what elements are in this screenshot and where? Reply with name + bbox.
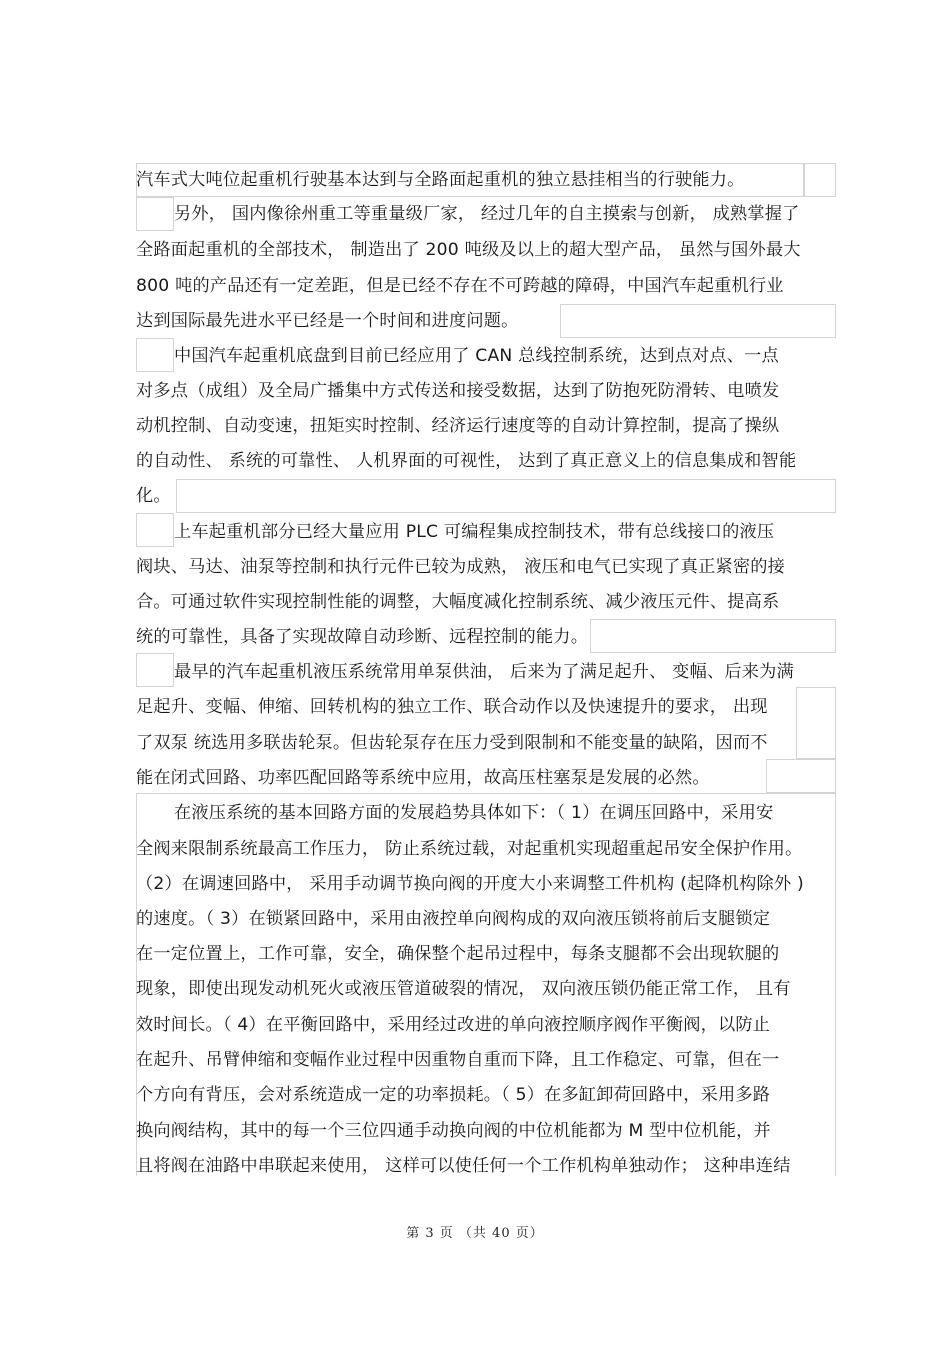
page-footer: 第 3 页 （共 40 页） [406, 1226, 544, 1241]
text-line: 全阀来限制系统最高工作压力， 防止系统过载，对起重机实现超重起吊安全保护作用。 [136, 839, 803, 859]
text-line: 对多点（成组）及全局广播集中方式传送和接受数据，达到了防抱死防滑转、电喷发 [136, 381, 780, 401]
text-line: 了双泵 统选用多联齿轮泵。但齿轮泵存在压力受到限制和不能变量的缺陷，因而不 [136, 733, 768, 753]
text-line: 个方向有背压，会对系统造成一定的功率损耗。（ 5）在多缸卸荷回路中，采用多路 [136, 1085, 771, 1105]
text-line: 全路面起重机的全部技术， 制造出了 200 吨级及以上的超大型产品， 虽然与国外最大 [136, 240, 801, 260]
text-line: 的速度。（ 3）在锁紧回路中，采用由液控单向阀构成的双向液压锁将前后支腿锁定 [136, 909, 771, 929]
text-line: 统的可靠性，具备了实现故障自动珍断、远程控制的能力。 [136, 627, 589, 647]
text-line: 800 吨的产品还有一定差距，但是已经不存在不可跨越的障碍，中国汽车起重机行业 [136, 276, 784, 296]
text-line: 的自动性、 系统的可靠性、 人机界面的可视性， 达到了真正意义上的信息集成和智能 [136, 451, 797, 471]
text-line: 另外， 国内像徐州重工等重量级厂家， 经过几年的自主摸索与创新， 成熟掌握了 [174, 204, 800, 224]
text-line: 在起升、吊臂伸缩和变幅作业过程中因重物自重而下降，且工作稳定、可靠，但在一 [136, 1050, 780, 1070]
text-line: 上车起重机部分已经大量应用 PLC 可编程集成控制技术，带有总线接口的液压 [174, 522, 775, 542]
text-line: 最早的汽车起重机液压系统常用单泵供油， 后来为了满足起升、 变幅、后来为满 [174, 662, 794, 682]
text-line: 在一定位置上，工作可靠，安全，确保整个起吊过程中，每条支腿都不会出现软腿的 [136, 944, 780, 964]
text-line: 能在闭式回路、功率匹配回路等系统中应用，故高压柱塞泵是发展的必然。 [136, 768, 710, 788]
text-line: 动机控制、自动变速，扭矩实时控制、经济运行速度等的自动计算控制，提高了操纵 [136, 416, 780, 436]
text-line: 换向阀结构，其中的每一个三位四通手动换向阀的中位机能都为 M 型中位机能，并 [136, 1121, 771, 1141]
text-line: 效时间长。（ 4）在平衡回路中，采用经过改进的单向液控顺序阀作平衡阀，以防止 [136, 1015, 771, 1035]
text-line: 足起升、变幅、伸缩、回转机构的独立工作、联合动作以及快速提升的要求， 出现 [136, 697, 768, 717]
text-line: 且将阀在油路中串联起来使用， 这样可以使任何一个工作机构单独动作； 这种串连结 [136, 1156, 791, 1176]
text-line: 达到国际最先进水平已经是一个时间和进度问题。 [136, 311, 519, 331]
text-line: 化。 [136, 486, 171, 506]
text-line: （2）在调速回路中， 采用手动调节换向阀的开度大小来调整工件机构 (起降机构除外 ) [136, 874, 804, 894]
text-line: 阀块、马达、油泵等控制和执行元件已较为成熟， 液压和电气已实现了真正紧密的接 [136, 557, 786, 577]
text-line: 汽车式大吨位起重机行驶基本达到与全路面起重机的独立悬挂相当的行驶能力。 [136, 170, 745, 190]
text-line: 现象，即使出现发动机死火或液压管道破裂的情况， 双向液压锁仍能正常工作， 且有 [136, 979, 791, 999]
text-line: 合。可通过软件实现控制性能的调整，大幅度减化控制系统、减少液压元件、提高系 [136, 592, 780, 612]
text-line: 中国汽车起重机底盘到目前已经应用了 CAN 总线控制系统，达到点对点、一点 [174, 346, 779, 366]
text-line: 在液压系统的基本回路方面的发展趋势具体如下：（ 1）在调压回路中，采用安 [174, 803, 774, 823]
